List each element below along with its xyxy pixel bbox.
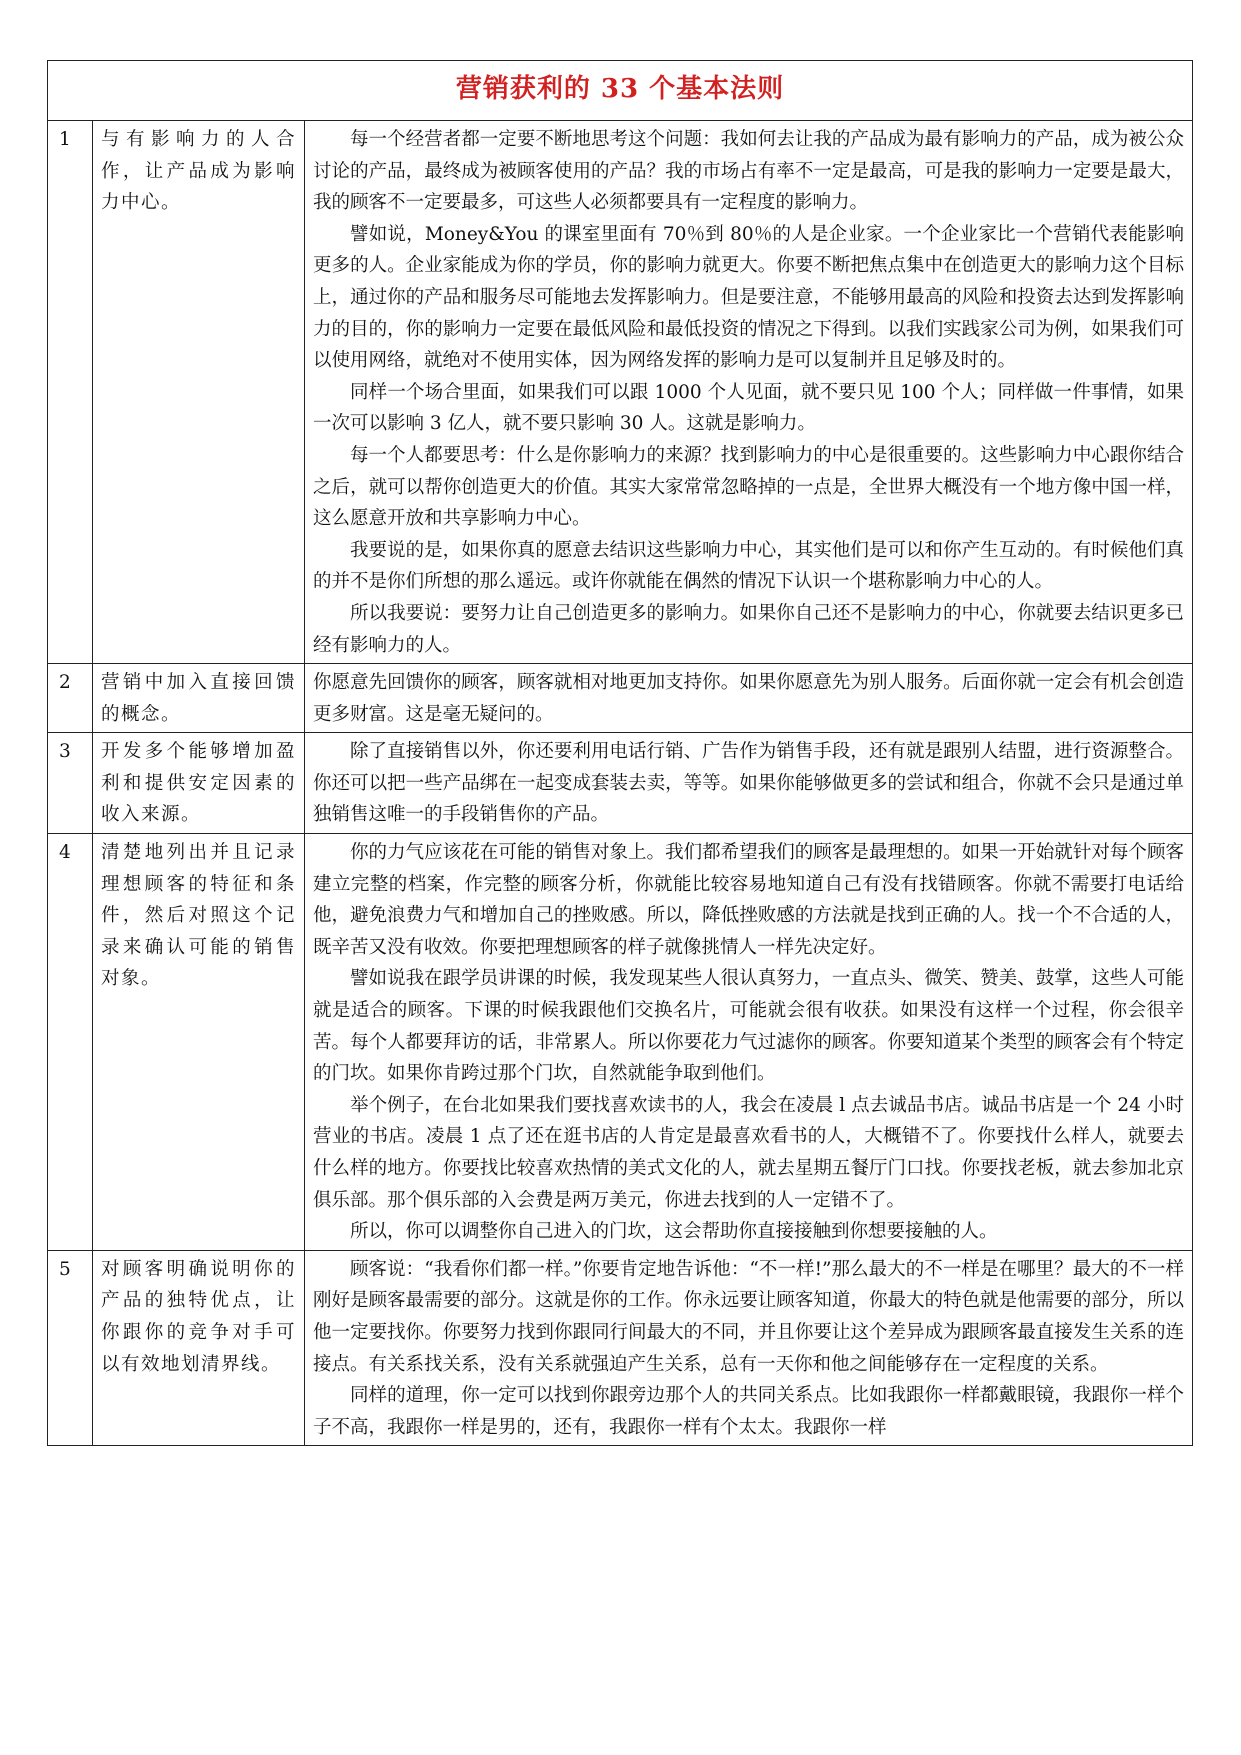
title-cell <box>48 61 1193 121</box>
rule-explanation <box>305 1250 1193 1446</box>
explanation-paragraph: 每一个人都要思考：什么是你影响力的来源？找到影响力的中心是很重要的。这些影响力中心跟你结合之后，就可以帮你创造更大的价值。其实大家常常忽略掉的一点是，全世界大概没有一个地方像中国一样，这么愿意开放和共享影响力中心。 <box>313 444 1184 530</box>
rule-row <box>48 664 1193 733</box>
explanation-paragraph: 譬如说我在跟学员讲课的时候，我发现某些人很认真努力，一直点头、微笑、赞美、鼓掌，这些人可能就是适合的顾客。下课的时候我跟他们交换名片，可能就会很有收获。如果没有这样一个过程，你会很辛苦。每个人都要拜访的话，非常累人。所以你要花力气过滤你的顾客。你要知道某个类型的顾客会有个特定的门坎。如果你肯跨过那个门坎，自然就能争取到他们。 <box>313 968 1184 1085</box>
page-title: 营销获利的 33 个基本法则 <box>455 73 785 104</box>
explanation-paragraph: 我要说的是，如果你真的愿意去结识这些影响力中心，其实他们是可以和你产生互动的。有时候他们真的并不是你们所想的那么遥远。或许你就能在偶然的情况下认识一个堪称影响力中心的人。 <box>313 539 1184 593</box>
rule-title: 与有影响力的人合作，让产品成为影响力中心。 <box>93 121 305 664</box>
explanation-paragraph: 除了直接销售以外，你还要利用电话行销、广告作为销售手段，还有就是跟别人结盟，进行资源整合。你还可以把一些产品绑在一起变成套装去卖，等等。如果你能够做更多的尝试和组合，你就不会只是通过单独销售这唯一的手段销售你的产品。 <box>313 741 1184 826</box>
rule-row <box>48 121 1193 664</box>
rule-explanation <box>305 834 1193 1251</box>
rule-explanation <box>305 664 1193 733</box>
explanation-paragraph: 同样一个场合里面，如果我们可以跟 1000 个人见面，就不要只见 100 个人；同样做一件事情，如果一次可以影响 3 亿人，就不要只影响 30 人。这就是影响力。 <box>313 381 1184 435</box>
rule-explanation <box>305 733 1193 834</box>
rule-explanation <box>305 121 1193 664</box>
rule-row <box>48 733 1193 834</box>
rule-number: 4 <box>48 834 93 1251</box>
explanation-paragraph: 举个例子，在台北如果我们要找喜欢读书的人，我会在凌晨 l 点去诚品书店。诚品书店是一个 24 小时营业的书店。凌晨 1 点了还在逛书店的人肯定是最喜欢看书的人，大概错不了。你要找什么样人，就要去什么样的地方。你要找比较喜欢热情的美式文化的人，就去星期五餐厅门口找。你要找老板，就去参加北京俱乐部。那个俱乐部的入会费是两万美元，你进去找到的人一定错不了。 <box>313 1094 1184 1211</box>
title-row <box>48 61 1193 121</box>
rule-number: 5 <box>48 1250 93 1446</box>
explanation-paragraph: 你愿意先回馈你的顾客，顾客就相对地更加支持你。如果你愿意先为别人服务。后面你就一定会有机会创造更多财富。这是毫无疑问的。 <box>313 672 1184 725</box>
explanation-paragraph: 所以我要说：要努力让自己创造更多的影响力。如果你自己还不是影响力的中心，你就要去结识更多已经有影响力的人。 <box>313 602 1184 656</box>
rules-table <box>47 60 1193 1446</box>
rule-title: 营销中加入直接回馈的概念。 <box>93 664 305 733</box>
explanation-paragraph: 你的力气应该花在可能的销售对象上。我们都希望我们的顾客是最理想的。如果一开始就针对每个顾客建立完整的档案，作完整的顾客分析，你就能比较容易地知道自己有没有找错顾客。你就不需要打电话给他，避免浪费力气和增加自己的挫败感。所以，降低挫败感的方法就是找到正确的人。找一个不合适的人，既辛苦又没有收效。你要把理想顾客的样子就像挑情人一样先决定好。 <box>313 842 1184 958</box>
rule-number: 2 <box>48 664 93 733</box>
rule-title: 对顾客明确说明你的产品的独特优点，让你跟你的竞争对手可以有效地划清界线。 <box>93 1250 305 1446</box>
rule-number: 3 <box>48 733 93 834</box>
rule-title: 清楚地列出并且记录理想顾客的特征和条件，然后对照这个记录来确认可能的销售对象。 <box>93 834 305 1251</box>
explanation-paragraph: 所以，你可以调整你自己进入的门坎，这会帮助你直接接触到你想要接触的人。 <box>350 1221 998 1243</box>
rule-row <box>48 834 1193 1251</box>
rule-row <box>48 1250 1193 1446</box>
explanation-paragraph: 譬如说，Money&You 的课室里面有 70％到 80％的人是企业家。一个企业家比一个营销代表能影响更多的人。企业家能成为你的学员，你的影响力就更大。你要不断把焦点集中在创造更大的影响力这个目标上，通过你的产品和服务尽可能地去发挥影响力。但是要注意，不能够用最高的风险和投资去达到发挥影响力的目的，你的影响力一定要在最低风险和最低投资的情况之下得到。以我们实践家公司为例，如果我们可以使用网络，就绝对不使用实体，因为网络发挥的影响力是可以复制并且足够及时的。 <box>313 223 1184 372</box>
explanation-paragraph: 每一个经营者都一定要不断地思考这个问题：我如何去让我的产品成为最有影响力的产品，成为被公众讨论的产品，最终成为被顾客使用的产品？我的市场占有率不一定是最高，可是我的影响力一定要是最大，我的顾客不一定要最多，可这些人必须都要具有一定程度的影响力。 <box>313 129 1184 214</box>
explanation-paragraph: 同样的道理，你一定可以找到你跟旁边那个人的共同关系点。比如我跟你一样都戴眼镜，我跟你一样个子不高，我跟你一样是男的，还有，我跟你一样有个太太。我跟你一样 <box>313 1385 1184 1438</box>
rule-title: 开发多个能够增加盈利和提供安定因素的收入来源。 <box>93 733 305 834</box>
explanation-paragraph: 顾客说：“我看你们都一样。”你要肯定地告诉他：“不一样!”那么最大的不一样是在哪里？最大的不一样刚好是顾客最需要的部分。这就是你的工作。你永远要让顾客知道，你最大的特色就是他需要的部分，所以他一定要找你。你要努力找到你跟同行间最大的不同，并且你要让这个差异成为跟顾客最直接发生关系的连接点。有关系找关系，没有关系就强迫产生关系，总有一天你和他之间能够存在一定程度的关系。 <box>313 1258 1184 1375</box>
rule-number: 1 <box>48 121 93 664</box>
